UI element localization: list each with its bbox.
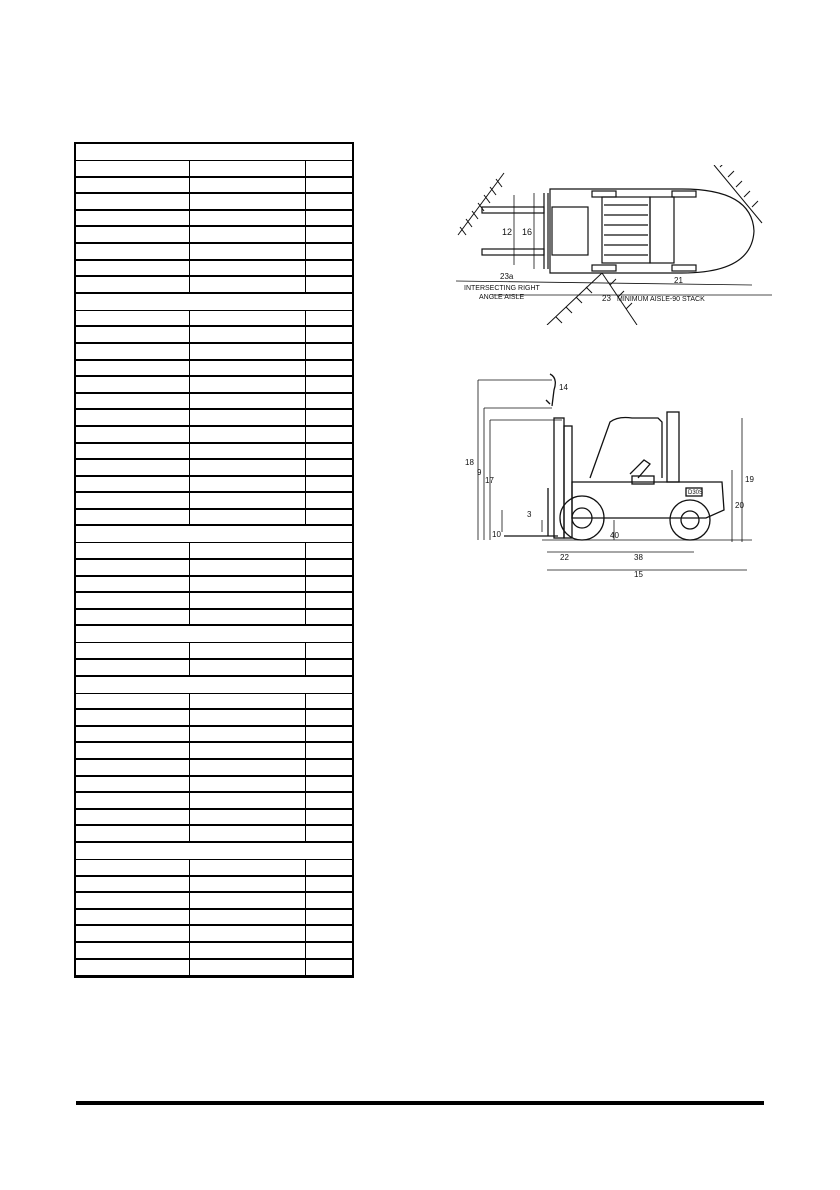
table-cell xyxy=(76,777,190,793)
table-row xyxy=(76,477,352,494)
table-cell xyxy=(76,610,190,626)
table-cell xyxy=(190,444,306,460)
table-row xyxy=(76,960,352,977)
table-cell xyxy=(306,311,352,327)
table-cell xyxy=(306,227,352,243)
table-cell xyxy=(76,860,190,876)
table-cell xyxy=(76,361,190,377)
dim-23-label: 23 xyxy=(602,294,611,303)
table-cell xyxy=(306,161,352,177)
table-cell xyxy=(190,877,306,893)
table-cell xyxy=(190,410,306,426)
min-aisle-label: MINIMUM AISLE-90 STACK xyxy=(617,296,705,303)
table-cell xyxy=(76,211,190,227)
table-cell xyxy=(190,460,306,476)
table-row xyxy=(76,760,352,777)
table-cell xyxy=(190,178,306,194)
table-cell xyxy=(190,344,306,360)
table-cell xyxy=(190,311,306,327)
table-cell xyxy=(306,694,352,710)
table-cell xyxy=(190,826,306,842)
table-cell xyxy=(76,910,190,926)
table-row xyxy=(76,427,352,444)
table-row xyxy=(76,261,352,278)
table-cell xyxy=(190,694,306,710)
table-cell xyxy=(190,427,306,443)
table-cell xyxy=(76,227,190,243)
table-cell xyxy=(76,244,190,260)
section-header-row xyxy=(76,144,352,161)
dim-18-label: 18 xyxy=(465,458,474,467)
dim-17-label: 17 xyxy=(485,476,494,485)
table-cell xyxy=(306,244,352,260)
table-cell xyxy=(306,743,352,759)
table-cell xyxy=(190,261,306,277)
dim-9-label: 9 xyxy=(477,468,482,477)
table-cell xyxy=(306,277,352,293)
table-cell xyxy=(190,560,306,576)
table-row xyxy=(76,793,352,810)
table-cell xyxy=(76,543,190,559)
table-cell xyxy=(306,427,352,443)
table-row xyxy=(76,510,352,527)
dim-14-label: 14 xyxy=(559,383,568,392)
table-cell xyxy=(76,760,190,776)
table-cell xyxy=(76,460,190,476)
intersecting-label-line2: ANGLE AISLE xyxy=(479,294,525,301)
intersecting-label-line1: INTERSECTING RIGHT xyxy=(464,285,540,292)
table-cell xyxy=(76,810,190,826)
forklift-side-view-diagram xyxy=(462,370,762,580)
table-cell xyxy=(76,877,190,893)
table-row xyxy=(76,543,352,560)
table-row xyxy=(76,161,352,178)
spec-table xyxy=(74,142,354,978)
table-row xyxy=(76,327,352,344)
table-cell xyxy=(306,793,352,809)
table-cell xyxy=(306,727,352,743)
table-row xyxy=(76,244,352,261)
table-cell xyxy=(306,926,352,942)
table-cell xyxy=(76,178,190,194)
table-cell xyxy=(190,860,306,876)
table-row xyxy=(76,893,352,910)
table-cell xyxy=(190,777,306,793)
table-cell xyxy=(190,660,306,676)
table-row xyxy=(76,194,352,211)
table-cell xyxy=(76,643,190,659)
table-row xyxy=(76,826,352,843)
table-cell xyxy=(76,161,190,177)
table-cell xyxy=(306,261,352,277)
table-row xyxy=(76,926,352,943)
table-cell xyxy=(190,760,306,776)
table-cell xyxy=(76,394,190,410)
dim-20-label: 20 xyxy=(735,501,744,510)
table-row xyxy=(76,593,352,610)
table-row xyxy=(76,560,352,577)
table-cell xyxy=(190,943,306,959)
table-cell xyxy=(306,560,352,576)
table-cell xyxy=(306,493,352,509)
table-row xyxy=(76,727,352,744)
table-cell xyxy=(190,960,306,977)
table-row xyxy=(76,444,352,461)
table-cell xyxy=(76,660,190,676)
table-row xyxy=(76,710,352,727)
section-header-row xyxy=(76,677,352,694)
section-header-row xyxy=(76,843,352,860)
table-cell xyxy=(190,743,306,759)
table-row xyxy=(76,743,352,760)
table-cell xyxy=(190,244,306,260)
table-cell xyxy=(190,910,306,926)
table-row xyxy=(76,410,352,427)
table-cell xyxy=(190,926,306,942)
table-row xyxy=(76,227,352,244)
table-cell xyxy=(190,793,306,809)
table-row xyxy=(76,943,352,960)
table-cell xyxy=(190,161,306,177)
table-cell xyxy=(190,394,306,410)
table-cell xyxy=(306,543,352,559)
table-row xyxy=(76,660,352,677)
dim-16-label: 16 xyxy=(522,227,533,237)
table-cell xyxy=(306,394,352,410)
table-cell xyxy=(306,444,352,460)
table-cell xyxy=(306,943,352,959)
table-cell xyxy=(190,643,306,659)
table-cell xyxy=(306,577,352,593)
table-cell xyxy=(306,893,352,909)
table-cell xyxy=(306,327,352,343)
table-cell xyxy=(76,311,190,327)
table-cell xyxy=(76,327,190,343)
table-row xyxy=(76,311,352,328)
table-cell xyxy=(306,477,352,493)
table-row xyxy=(76,810,352,827)
table-cell xyxy=(76,826,190,842)
table-cell xyxy=(76,727,190,743)
dim-12-label: 12 xyxy=(502,227,513,237)
table-row xyxy=(76,344,352,361)
table-cell xyxy=(190,593,306,609)
table-cell xyxy=(76,960,190,977)
table-cell xyxy=(306,777,352,793)
table-cell xyxy=(76,694,190,710)
table-row xyxy=(76,460,352,477)
table-cell xyxy=(76,477,190,493)
table-cell xyxy=(306,460,352,476)
table-cell xyxy=(306,410,352,426)
table-cell xyxy=(306,710,352,726)
footer-rule xyxy=(76,1101,764,1105)
table-cell xyxy=(306,610,352,626)
table-row xyxy=(76,910,352,927)
table-cell xyxy=(76,743,190,759)
table-cell xyxy=(190,277,306,293)
table-cell xyxy=(76,277,190,293)
dim-3-label: 3 xyxy=(527,510,532,519)
table-cell xyxy=(76,893,190,909)
table-cell xyxy=(190,211,306,227)
table-cell xyxy=(190,361,306,377)
section-header-row xyxy=(76,294,352,311)
table-row xyxy=(76,178,352,195)
table-cell xyxy=(76,943,190,959)
table-cell xyxy=(76,926,190,942)
table-cell xyxy=(306,960,352,977)
table-cell xyxy=(76,577,190,593)
table-cell xyxy=(190,610,306,626)
table-cell xyxy=(190,577,306,593)
table-cell xyxy=(306,344,352,360)
table-cell xyxy=(76,510,190,526)
table-row xyxy=(76,877,352,894)
section-header-row xyxy=(76,626,352,643)
table-cell xyxy=(76,593,190,609)
table-cell xyxy=(306,760,352,776)
dim-19-label: 19 xyxy=(745,475,754,484)
table-row xyxy=(76,610,352,627)
table-cell xyxy=(306,510,352,526)
dim-10-label: 10 xyxy=(492,530,501,539)
table-cell xyxy=(76,793,190,809)
table-cell xyxy=(190,893,306,909)
table-cell xyxy=(306,211,352,227)
table-cell xyxy=(190,727,306,743)
table-cell xyxy=(306,178,352,194)
model-badge: D30S xyxy=(688,490,704,496)
dim-40-label: 40 xyxy=(610,531,619,540)
table-cell xyxy=(190,377,306,393)
table-cell xyxy=(190,710,306,726)
table-row xyxy=(76,277,352,294)
table-row xyxy=(76,777,352,794)
table-cell xyxy=(76,710,190,726)
table-cell xyxy=(306,826,352,842)
table-cell xyxy=(190,227,306,243)
table-cell xyxy=(190,477,306,493)
table-cell xyxy=(306,660,352,676)
table-cell xyxy=(76,410,190,426)
table-row xyxy=(76,493,352,510)
table-cell xyxy=(306,361,352,377)
table-cell xyxy=(76,493,190,509)
table-cell xyxy=(306,194,352,210)
table-cell xyxy=(306,377,352,393)
table-row xyxy=(76,577,352,594)
table-cell xyxy=(190,810,306,826)
dim-22-label: 22 xyxy=(560,553,569,562)
table-row xyxy=(76,361,352,378)
table-cell xyxy=(76,560,190,576)
forklift-top-view-diagram xyxy=(452,165,782,325)
table-cell xyxy=(190,543,306,559)
table-row xyxy=(76,377,352,394)
table-row xyxy=(76,211,352,228)
table-cell xyxy=(76,344,190,360)
table-cell xyxy=(76,444,190,460)
table-row xyxy=(76,694,352,711)
table-row xyxy=(76,643,352,660)
table-cell xyxy=(190,493,306,509)
table-cell xyxy=(190,327,306,343)
table-cell xyxy=(306,593,352,609)
section-header-row xyxy=(76,526,352,543)
dim-15-label: 15 xyxy=(634,570,643,579)
table-row xyxy=(76,860,352,877)
table-cell xyxy=(76,377,190,393)
table-cell xyxy=(76,261,190,277)
table-cell xyxy=(76,194,190,210)
table-cell xyxy=(306,860,352,876)
dim-21-label: 21 xyxy=(674,276,683,285)
table-cell xyxy=(190,510,306,526)
table-cell xyxy=(76,427,190,443)
table-cell xyxy=(190,194,306,210)
dim-23a-label: 23a xyxy=(500,272,514,281)
table-row xyxy=(76,394,352,411)
table-cell xyxy=(306,810,352,826)
table-cell xyxy=(306,910,352,926)
table-cell xyxy=(306,643,352,659)
table-cell xyxy=(306,877,352,893)
dim-38-label: 38 xyxy=(634,553,643,562)
